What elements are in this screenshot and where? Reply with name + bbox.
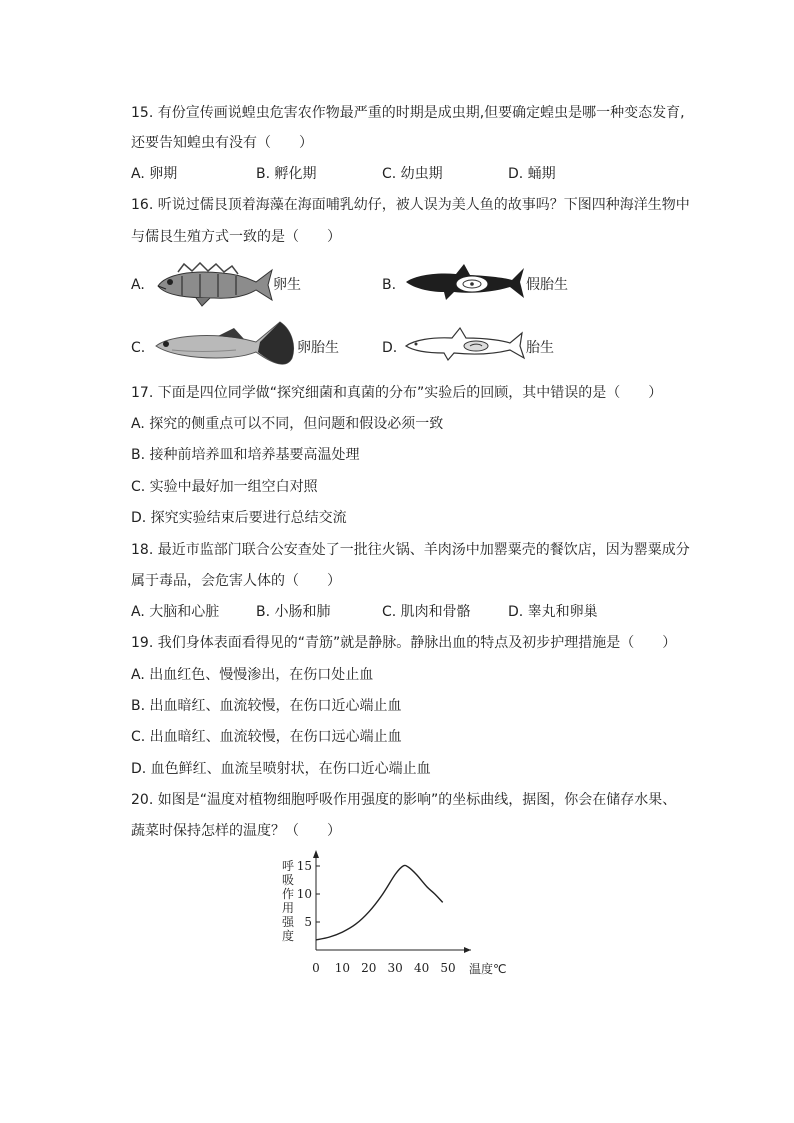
x-tick-label: 30: [387, 961, 403, 975]
q16-option-a-letter[interactable]: A.: [131, 277, 145, 293]
y-tick-label: 5: [304, 915, 312, 929]
q17-option-b[interactable]: B. 接种前培养皿和培养基要高温处理: [131, 447, 360, 463]
q18-option-b[interactable]: B. 小肠和肺: [256, 604, 331, 620]
q15-option-b[interactable]: B. 孵化期: [256, 166, 317, 182]
q18-option-c[interactable]: C. 肌肉和骨骼: [382, 604, 471, 620]
rockfish-image: [152, 262, 274, 308]
q16-stem-line-2: 与儒艮生殖方式一致的是（ ）: [131, 229, 341, 245]
x-axis-arrow: [464, 947, 471, 953]
y-tick-label: 10: [296, 887, 312, 901]
q16-option-d-label: 胎生: [526, 340, 554, 356]
q16-option-b-label: 假胎生: [526, 277, 568, 293]
y-axis-label: [282, 859, 295, 943]
q18-stem-line-2: 属于毒品，会危害人体的（ ）: [131, 573, 341, 589]
q20-stem-line-2: 蔬菜时保持怎样的温度？（ ）: [131, 823, 341, 839]
q17-stem-line-1: 17. 下面是四位同学做“探究细菌和真菌的分布”实验后的回顾，其中错误的是（ ）: [131, 385, 663, 401]
q15-option-d[interactable]: D. 蛹期: [508, 166, 556, 182]
x-tick-label: 0: [312, 961, 320, 975]
q17-option-c[interactable]: C. 实验中最好加一组空白对照: [131, 479, 318, 495]
y-axis-label-char: 度: [281, 929, 295, 943]
whale-shark-image: [404, 324, 526, 364]
q15-stem-line-2: 还要告知蝗虫有没有（ ）: [131, 135, 313, 151]
q20-stem-line-1: 20. 如图是“温度对植物细胞呼吸作用强度的影响”的坐标曲线，据图，你会在储存水果、: [131, 792, 677, 808]
q19-option-b[interactable]: B. 出血暗红、血流较慢，在伤口近心端止血: [131, 698, 402, 714]
x-tick-label: 50: [440, 961, 456, 975]
q16-option-c-label: 卵胎生: [297, 340, 339, 356]
q19-stem-line-1: 19. 我们身体表面看得见的“青筋”就是静脉。静脉出血的特点及初步护理措施是（ ）: [131, 635, 677, 651]
q18-stem-line-1: 18. 最近市监部门联合公安查处了一批往火锅、羊肉汤中加罂粟壳的餐饮店，因为罂粟成分: [131, 542, 690, 558]
q15-option-c[interactable]: C. 幼虫期: [382, 166, 443, 182]
q17-option-d[interactable]: D. 探究实验结束后要进行总结交流: [131, 510, 347, 526]
y-axis-label-char: 作: [281, 887, 295, 901]
q17-option-a[interactable]: A. 探究的侧重点可以不同，但问题和假设必须一致: [131, 416, 444, 432]
y-axis-label-char: 呼: [281, 859, 295, 873]
q16-stem-line-1: 16. 听说过儒艮顶着海藻在海面哺乳幼仔，被人误为美人鱼的故事吗？下图四种海洋生物中: [131, 197, 690, 213]
x-axis-label: 温度℃: [469, 962, 507, 976]
q15-option-a[interactable]: A. 卵期: [131, 166, 178, 182]
y-axis-label-char: 强: [281, 915, 295, 929]
q18-option-d[interactable]: D. 睾丸和卵巢: [508, 604, 598, 620]
q16-option-a-label: 卵生: [273, 277, 301, 293]
q16-option-c-letter[interactable]: C.: [131, 340, 146, 356]
y-axis-label-char: 吸: [281, 873, 295, 887]
y-axis-arrow: [313, 850, 319, 858]
y-tick-label: 15: [296, 859, 312, 873]
q16-option-d-letter[interactable]: D.: [382, 340, 398, 356]
x-tick-label: 20: [361, 961, 377, 975]
q15-stem-line-1: 15. 有份宣传画说蝗虫危害农作物最严重的时期是成虫期,但要确定蝗虫是哪一种变态发育,: [131, 105, 685, 121]
x-tick-label: 10: [334, 961, 351, 975]
q18-option-a[interactable]: A. 大脑和心脏: [131, 604, 220, 620]
y-axis-label-char: 用: [281, 901, 295, 915]
x-tick-label: 40: [413, 961, 430, 975]
q19-option-c[interactable]: C. 出血暗红、血流较慢，在伤口远心端止血: [131, 729, 402, 745]
guppy-image: [152, 320, 298, 370]
series-line: [316, 865, 443, 939]
q19-option-a[interactable]: A. 出血红色、慢慢渗出，在伤口处止血: [131, 667, 374, 683]
respiration-temperature-chart: [276, 850, 516, 984]
q16-option-b-letter[interactable]: B.: [382, 277, 397, 293]
shark-embryo-image: [404, 262, 526, 304]
q19-option-d[interactable]: D. 血色鲜红、血流呈喷射状，在伤口近心端止血: [131, 761, 431, 777]
